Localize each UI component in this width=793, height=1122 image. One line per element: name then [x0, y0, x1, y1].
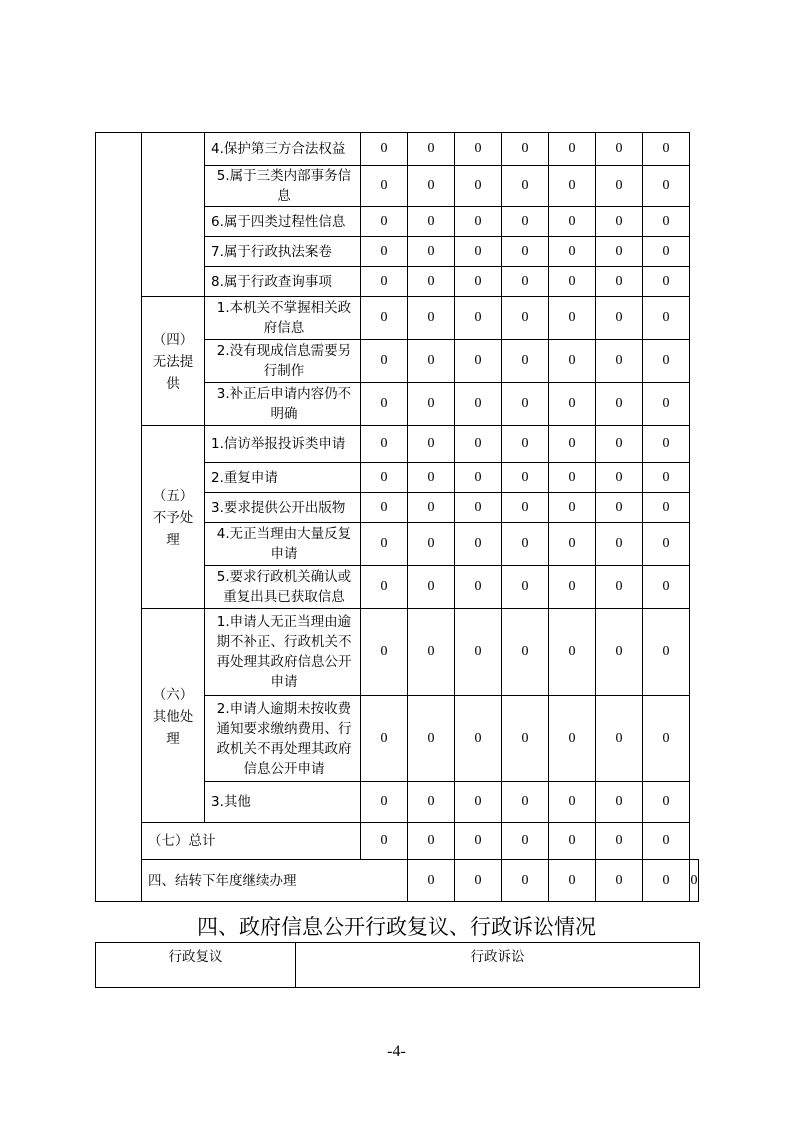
value-cell: 0 [408, 383, 455, 426]
value-cell: 0 [408, 566, 455, 609]
value-cell: 0 [408, 237, 455, 267]
value-cell: 0 [502, 166, 549, 207]
value-cell: 0 [643, 426, 690, 463]
table-row [96, 426, 699, 463]
value-cell: 0 [502, 426, 549, 463]
value-cell: 0 [643, 823, 690, 860]
value-cell: 0 [643, 207, 690, 237]
group-label-line: （四） [152, 332, 194, 348]
group-cell-5 [142, 426, 205, 609]
value-cell: 0 [408, 297, 455, 340]
value-cell: 0 [361, 463, 408, 493]
value-cell: 0 [549, 696, 596, 782]
value-cell: 0 [643, 493, 690, 523]
group-label-line: （六） [152, 686, 194, 703]
row-label: 7.属于行政执法案卷 [205, 237, 361, 267]
row-label: 3.要求提供公开出版物 [205, 493, 361, 523]
value-cell: 0 [361, 523, 408, 566]
value-cell: 0 [502, 523, 549, 566]
value-cell: 0 [455, 207, 502, 237]
value-cell: 0 [361, 237, 408, 267]
value-cell: 0 [408, 782, 455, 823]
value-cell: 0 [408, 426, 455, 463]
review-litigation-table [95, 942, 700, 988]
value-cell: 0 [643, 166, 690, 207]
value-cell: 0 [408, 207, 455, 237]
value-cell: 0 [596, 696, 643, 782]
table-row [96, 609, 699, 696]
value-cell: 0 [502, 267, 549, 297]
row-label: 5.要求行政机关确认或重复出具已获取信息 [205, 566, 361, 609]
value-cell: 0 [502, 566, 549, 609]
value-cell: 0 [361, 383, 408, 426]
value-cell: 0 [596, 297, 643, 340]
value-cell: 0 [549, 297, 596, 340]
group-cell-6 [142, 609, 205, 823]
row-label: 5.属于三类内部事务信息 [205, 166, 361, 207]
value-cell: 0 [408, 166, 455, 207]
page-number: -4- [387, 1043, 406, 1060]
row-label: 4.保护第三方合法权益 [205, 133, 361, 166]
row-label: 1.本机关不掌握相关政府信息 [205, 297, 361, 340]
value-cell: 0 [361, 609, 408, 696]
value-cell: 0 [361, 267, 408, 297]
total-label: （七）总计 [142, 823, 361, 860]
value-cell: 0 [643, 609, 690, 696]
row-label: 4.无正当理由大量反复申请 [205, 523, 361, 566]
value-cell: 0 [455, 493, 502, 523]
value-cell: 0 [361, 297, 408, 340]
statistics-table [95, 132, 699, 902]
value-cell: 0 [643, 566, 690, 609]
value-cell: 0 [596, 860, 643, 902]
value-cell: 0 [549, 207, 596, 237]
value-cell: 0 [596, 609, 643, 696]
value-cell: 0 [643, 237, 690, 267]
value-cell: 0 [502, 383, 549, 426]
group-label-line: 理 [166, 532, 180, 548]
value-cell: 0 [408, 523, 455, 566]
value-cell: 0 [596, 340, 643, 383]
value-cell: 0 [549, 267, 596, 297]
value-cell: 0 [361, 340, 408, 383]
value-cell: 0 [596, 523, 643, 566]
value-cell: 0 [643, 297, 690, 340]
row-label: 6.属于四类过程性信息 [205, 207, 361, 237]
value-cell: 0 [455, 166, 502, 207]
section-title: 四、政府信息公开行政复议、行政诉讼情况 [197, 915, 596, 939]
row-label: 2.没有现成信息需要另行制作 [205, 340, 361, 383]
value-cell: 0 [596, 166, 643, 207]
value-cell: 0 [502, 340, 549, 383]
value-cell: 0 [502, 493, 549, 523]
row-label: 1.信访举报投诉类申请 [205, 426, 361, 463]
value-cell: 0 [549, 133, 596, 166]
table-row [96, 133, 699, 166]
value-cell: 0 [549, 609, 596, 696]
value-cell: 0 [596, 267, 643, 297]
table-row [96, 823, 699, 860]
value-cell: 0 [596, 566, 643, 609]
value-cell: 0 [408, 823, 455, 860]
value-cell: 0 [502, 133, 549, 166]
value-cell: 0 [455, 297, 502, 340]
value-cell: 0 [643, 782, 690, 823]
value-cell: 0 [596, 463, 643, 493]
value-cell: 0 [549, 493, 596, 523]
table-row [96, 860, 699, 902]
value-cell: 0 [596, 782, 643, 823]
value-cell: 0 [643, 463, 690, 493]
value-cell: 0 [361, 426, 408, 463]
value-cell: 0 [643, 383, 690, 426]
value-cell: 0 [455, 860, 502, 902]
value-cell: 0 [596, 237, 643, 267]
value-cell: 0 [408, 609, 455, 696]
group-label-line: （五） [152, 488, 194, 504]
table-row [96, 943, 700, 988]
value-cell: 0 [361, 207, 408, 237]
value-cell: 0 [361, 782, 408, 823]
value-cell: 0 [455, 267, 502, 297]
value-cell: 0 [361, 133, 408, 166]
value-cell: 0 [361, 823, 408, 860]
value-cell: 0 [408, 696, 455, 782]
value-cell: 0 [596, 426, 643, 463]
value-cell: 0 [643, 340, 690, 383]
value-cell: 0 [502, 696, 549, 782]
group-label-line: 不予处 [152, 510, 194, 526]
value-cell: 0 [643, 696, 690, 782]
value-cell: 0 [361, 566, 408, 609]
value-cell: 0 [643, 523, 690, 566]
value-cell: 0 [502, 782, 549, 823]
value-cell: 0 [549, 166, 596, 207]
value-cell: 0 [549, 463, 596, 493]
value-cell: 0 [502, 237, 549, 267]
value-cell: 0 [455, 696, 502, 782]
value-cell: 0 [549, 237, 596, 267]
value-cell: 0 [596, 823, 643, 860]
carryover-label: 四、结转下年度继续办理 [142, 860, 408, 902]
row-label: 2.重复申请 [205, 463, 361, 493]
value-cell: 0 [502, 297, 549, 340]
group-label-line: 无法提 [152, 354, 194, 370]
value-cell: 0 [408, 133, 455, 166]
value-cell: 0 [502, 609, 549, 696]
value-cell: 0 [549, 340, 596, 383]
value-cell: 0 [408, 267, 455, 297]
value-cell: 0 [455, 340, 502, 383]
value-cell: 0 [455, 463, 502, 493]
value-cell: 0 [455, 237, 502, 267]
value-cell: 0 [455, 133, 502, 166]
value-cell: 0 [361, 166, 408, 207]
value-cell: 0 [643, 267, 690, 297]
value-cell: 0 [502, 823, 549, 860]
group-label-line: 供 [166, 376, 180, 392]
value-cell: 0 [361, 493, 408, 523]
row-label: 2.申请人逾期未按收费通知要求缴纳费用、行政机关不再处理其政府信息公开申请 [205, 696, 361, 782]
value-cell: 0 [596, 207, 643, 237]
table-row [96, 297, 699, 340]
value-cell: 0 [596, 383, 643, 426]
value-cell: 0 [408, 340, 455, 383]
value-cell: 0 [643, 860, 690, 902]
value-cell: 0 [455, 523, 502, 566]
value-cell: 0 [408, 463, 455, 493]
value-cell: 0 [596, 493, 643, 523]
value-cell: 0 [455, 566, 502, 609]
value-cell: 0 [549, 383, 596, 426]
col-header-litigation: 行政诉讼 [296, 943, 700, 988]
outer-group-cell [96, 133, 142, 902]
value-cell: 0 [502, 463, 549, 493]
group-label-line: 其他处 [152, 708, 194, 725]
value-cell: 0 [455, 426, 502, 463]
value-cell: 0 [549, 523, 596, 566]
value-cell: 0 [643, 133, 690, 166]
value-cell: 0 [455, 383, 502, 426]
value-cell: 0 [408, 493, 455, 523]
value-cell: 0 [502, 207, 549, 237]
col-header-review: 行政复议 [96, 943, 296, 988]
value-cell: 0 [408, 860, 455, 902]
group-cell-3 [142, 133, 205, 297]
value-cell: 0 [549, 823, 596, 860]
value-cell: 0 [455, 782, 502, 823]
value-cell: 0 [596, 133, 643, 166]
value-cell: 0 [549, 860, 596, 902]
value-cell: 0 [549, 566, 596, 609]
row-label: 3.其他 [205, 782, 361, 823]
row-label: 8.属于行政查询事项 [205, 267, 361, 297]
value-cell: 0 [690, 860, 699, 902]
value-cell: 0 [455, 609, 502, 696]
value-cell: 0 [549, 782, 596, 823]
group-label-line: 理 [166, 730, 180, 747]
group-cell-4 [142, 297, 205, 426]
value-cell: 0 [549, 426, 596, 463]
row-label: 1.申请人无正当理由逾期不补正、行政机关不再处理其政府信息公开申请 [205, 609, 361, 696]
row-label: 3.补正后申请内容仍不明确 [205, 383, 361, 426]
value-cell: 0 [502, 860, 549, 902]
value-cell: 0 [455, 823, 502, 860]
value-cell: 0 [361, 696, 408, 782]
